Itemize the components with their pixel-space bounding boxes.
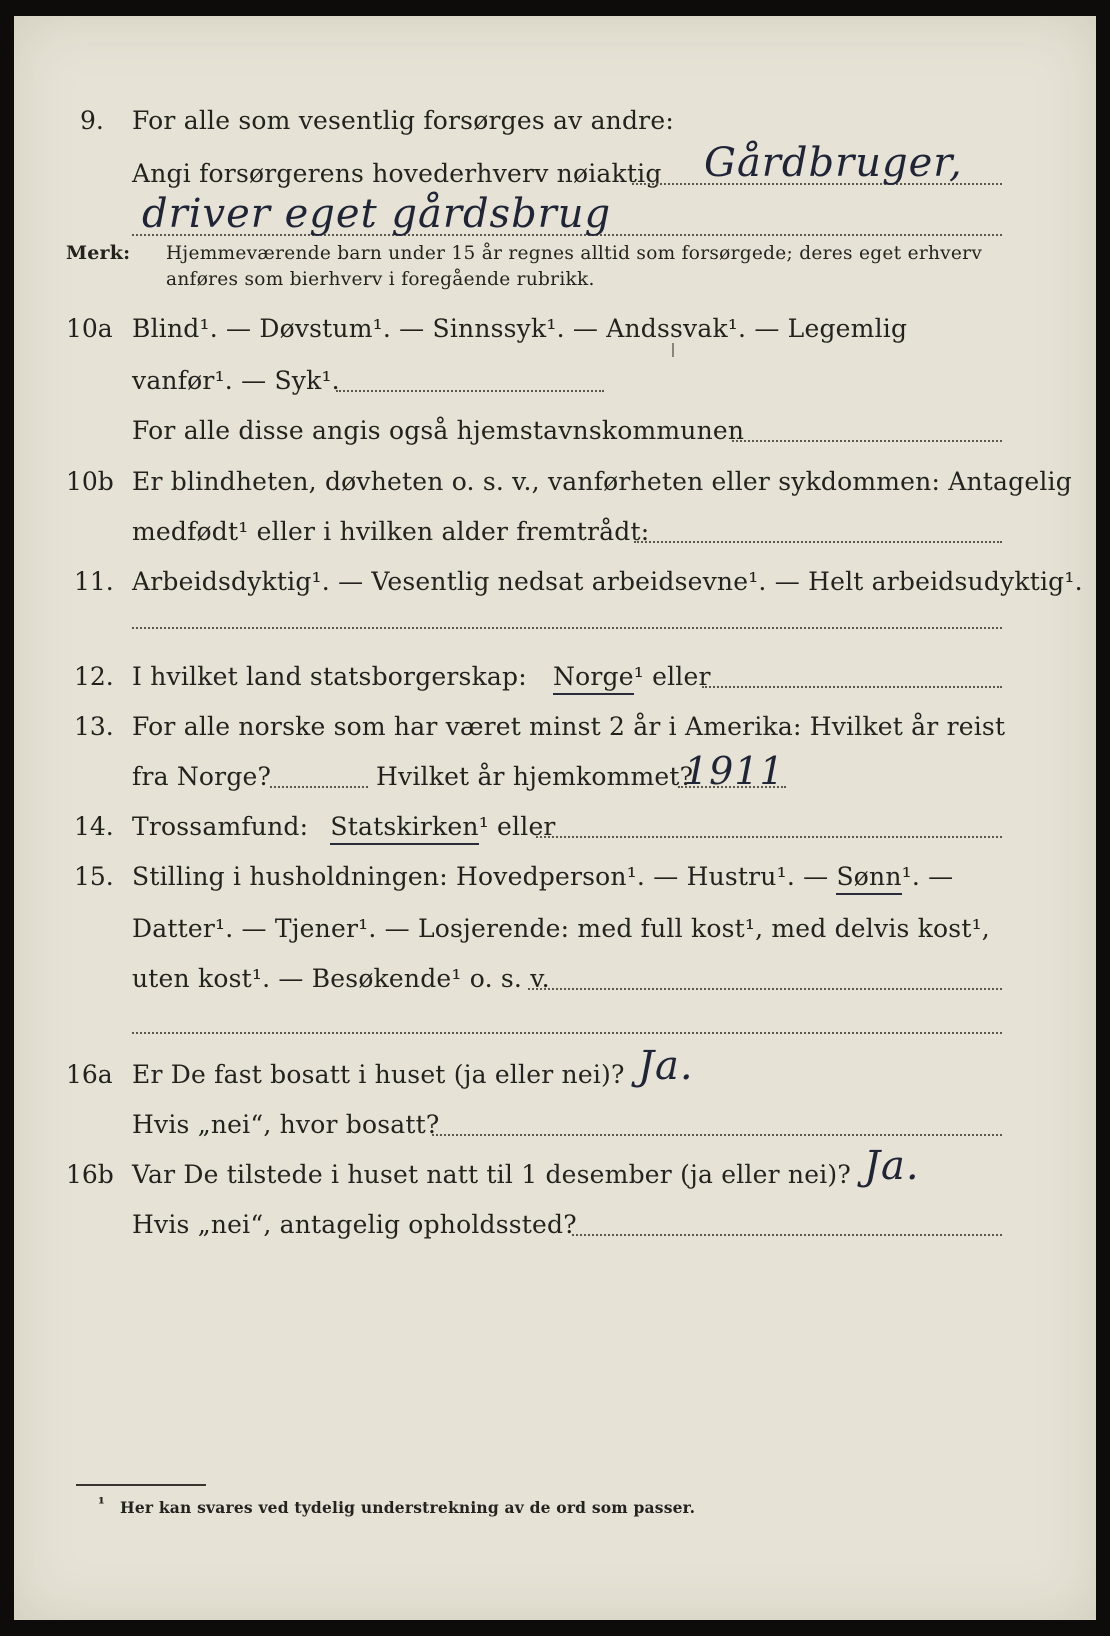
- q16a-line2: Hvis „nei“, hvor bosatt?: [132, 1110, 440, 1139]
- q15-number: 15.: [74, 862, 114, 891]
- q13-line2a: fra Norge?: [132, 762, 272, 791]
- merk-label: Merk:: [66, 242, 131, 264]
- q16b-number: 16b: [66, 1160, 114, 1189]
- q9-handwritten-answer1: Gårdbruger,: [704, 140, 963, 186]
- q16b-line1: Var De tilstede i huset natt til 1 desember (ja eller nei)?: [132, 1160, 851, 1189]
- q16b-line2: Hvis „nei“, antagelig opholdssted?: [132, 1210, 577, 1239]
- q10b-line2: medfødt¹ eller i hvilken alder fremtrådt:: [132, 517, 650, 546]
- q14-eller: ¹ eller: [478, 812, 556, 841]
- q16a-line1: Er De fast bosatt i huset (ja eller nei)?: [132, 1060, 625, 1089]
- q12-question: I hvilket land statsborgerskap:: [132, 662, 527, 691]
- q12-option-norge[interactable]: Norge: [553, 662, 634, 695]
- footnote-rule: [76, 1484, 206, 1486]
- q10b-answer-line: [634, 541, 1002, 543]
- pen-mark: [672, 343, 674, 357]
- footnote-text: Her kan svares ved tydelig understrekning av de ord som passer.: [120, 1498, 696, 1517]
- q10a-line2: vanfør¹. — Syk¹.: [132, 366, 340, 395]
- footnote-marker: ¹: [98, 1494, 105, 1513]
- q13-reist-line: [270, 786, 368, 788]
- q11-line1: Arbeidsdyktig¹. — Vesentlig nedsat arbeidsevne¹. — Helt arbeidsudyktig¹.: [132, 567, 1083, 596]
- q15-line3: uten kost¹. — Besøkende¹ o. s. v.: [132, 964, 550, 993]
- q16a-number: 16a: [66, 1060, 113, 1089]
- q12-eller: ¹ eller: [633, 662, 711, 691]
- q14-question: Trossamfund:: [132, 812, 309, 841]
- q9-number: 9.: [80, 106, 104, 135]
- q12-number: 12.: [74, 662, 114, 691]
- q9-line2: Angi forsørgerens hovederhverv nøiaktig: [132, 159, 662, 188]
- q10a-line1: Blind¹. — Døvstum¹. — Sinnssyk¹. — Andssvak¹. — Legemlig: [132, 314, 908, 343]
- census-form-page: [14, 16, 1096, 1620]
- q15-line1-end: ¹. —: [901, 862, 954, 891]
- q15-answer-line: [528, 988, 1002, 990]
- q9-line1: For alle som vesentlig forsørges av andre:: [132, 106, 674, 135]
- q13-number: 13.: [74, 712, 114, 741]
- q14-number: 14.: [74, 812, 114, 841]
- q10a-line3: For alle disse angis også hjemstavnskommunen: [132, 416, 745, 445]
- q11-number: 11.: [74, 567, 114, 596]
- q11-answer-line: [132, 627, 1002, 629]
- q13-hjemkommet-line: [678, 786, 786, 788]
- q15-extra-line: [132, 1032, 1002, 1034]
- q13-handwritten-year: 1911: [684, 749, 785, 793]
- merk-line2: anføres som bierhverv i foregående rubrikk.: [166, 269, 595, 290]
- q16a-answer-line: [432, 1134, 1002, 1136]
- q13-line2b: Hvilket år hjemkommet?: [376, 762, 694, 791]
- q13-line1: For alle norske som har været minst 2 år i Amerika: Hvilket år reist: [132, 712, 1006, 741]
- q14-answer-line: [536, 836, 1002, 838]
- q10a-number: 10a: [66, 314, 113, 343]
- q12-line: [132, 664, 711, 689]
- q16a-handwritten-answer: Ja.: [638, 1043, 694, 1089]
- merk-line1: Hjemmeværende barn under 15 år regnes alltid som forsørgede; deres eget erhverv: [166, 243, 983, 264]
- q15-line2: Datter¹. — Tjener¹. — Losjerende: med full kost¹, med delvis kost¹,: [132, 914, 990, 943]
- q16b-handwritten-answer: Ja.: [864, 1143, 920, 1189]
- q15-line1-text: Stilling i husholdningen: Hovedperson¹. — Hustru¹. —: [132, 862, 829, 891]
- q15-line1: [132, 864, 953, 889]
- q12-answer-line: [702, 686, 1002, 688]
- q10a-hjemstavn-line: [732, 440, 1002, 442]
- q16b-answer-line: [572, 1234, 1002, 1236]
- q10b-number: 10b: [66, 467, 114, 496]
- q9-handwritten-answer2: driver eget gårdsbrug: [142, 191, 612, 237]
- q14-line: [132, 814, 556, 839]
- q14-option-statskirken[interactable]: Statskirken: [330, 812, 478, 845]
- q15-option-sonn[interactable]: Sønn: [836, 862, 901, 895]
- q10b-line1: Er blindheten, døvheten o. s. v., vanførheten eller sykdommen: Antagelig: [132, 467, 1072, 496]
- q10a-answer-line: [336, 390, 604, 392]
